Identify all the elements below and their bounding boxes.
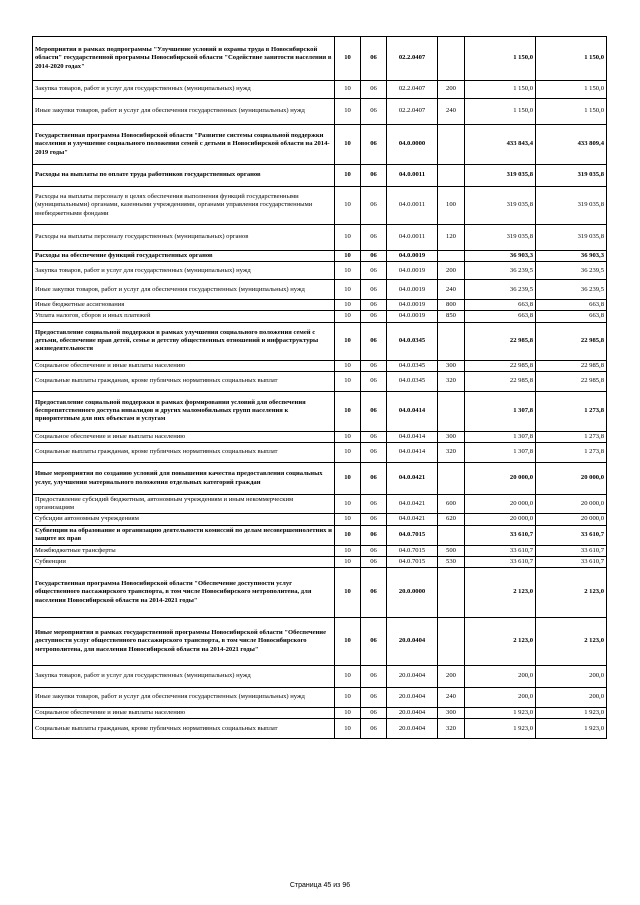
row-amount-2: 200,0 <box>536 666 607 688</box>
table-row <box>33 37 607 81</box>
row-section: 10 <box>335 262 361 280</box>
row-subsection: 06 <box>361 165 387 187</box>
table-row <box>33 719 607 739</box>
row-name: Иные закупки товаров, работ и услуг для обеспечения государственных (муниципальных) нужд <box>33 280 335 300</box>
row-amount-2: 200,0 <box>536 688 607 708</box>
table-row <box>33 311 607 322</box>
row-subsection: 06 <box>361 556 387 567</box>
row-amount-2: 319 035,8 <box>536 187 607 225</box>
row-name: Предоставление субсидий бюджетным, автономным учреждениям и иным некоммерческим организациям <box>33 495 335 514</box>
row-amount-2: 1 273,8 <box>536 431 607 442</box>
row-amount-2: 1 273,8 <box>536 391 607 431</box>
row-name: Иные бюджетные ассигнования <box>33 300 335 311</box>
row-name: Расходы на обеспечение функций государственных органов <box>33 251 335 262</box>
row-subsection: 06 <box>361 371 387 391</box>
row-amount-2: 33 610,7 <box>536 556 607 567</box>
table-row <box>33 708 607 719</box>
row-amount-1: 1 307,8 <box>465 391 536 431</box>
row-name: Иные мероприятия по созданию условий для повышения качества предоставления социальных услуг, улучшения материального положения отдельных категорий граждан <box>33 463 335 495</box>
row-section: 10 <box>335 81 361 99</box>
row-target-code: 04.0.0345 <box>387 371 438 391</box>
table-row <box>33 495 607 514</box>
row-name: Социальное обеспечение и иные выплаты населению <box>33 360 335 371</box>
row-subsection: 06 <box>361 431 387 442</box>
row-expense-type <box>438 618 465 666</box>
row-expense-type <box>438 322 465 360</box>
row-target-code: 04.0.0011 <box>387 187 438 225</box>
table-row <box>33 99 607 125</box>
row-subsection: 06 <box>361 666 387 688</box>
row-section: 10 <box>335 391 361 431</box>
row-section: 10 <box>335 525 361 545</box>
row-target-code: 20.0.0404 <box>387 688 438 708</box>
row-target-code: 20.0.0000 <box>387 568 438 618</box>
row-name: Социальные выплаты гражданам, кроме публичных нормативных социальных выплат <box>33 371 335 391</box>
row-section: 10 <box>335 125 361 165</box>
row-target-code: 20.0.0404 <box>387 708 438 719</box>
table-row <box>33 556 607 567</box>
table-row <box>33 371 607 391</box>
row-amount-1: 1 923,0 <box>465 719 536 739</box>
row-subsection: 06 <box>361 463 387 495</box>
row-expense-type: 240 <box>438 688 465 708</box>
row-amount-1: 22 985,8 <box>465 371 536 391</box>
table-row <box>33 187 607 225</box>
row-name: Государственная программа Новосибирской области "Развитие системы социальной поддержки населения и улучшение социального положения семей с детьми в Новосибирской области на 2014-2019 годы" <box>33 125 335 165</box>
page-number: Страница 45 из 96 <box>289 882 351 889</box>
row-section: 10 <box>335 463 361 495</box>
row-amount-1: 36 903,3 <box>465 251 536 262</box>
row-name: Расходы на выплаты персоналу в целях обеспечения выполнения функций государственными (муниципальными) органами, казенными учреждениями, органами управления государственными внебюджетными фондами <box>33 187 335 225</box>
row-subsection: 06 <box>361 545 387 556</box>
row-name: Социальные выплаты гражданам, кроме публичных нормативных социальных выплат <box>33 719 335 739</box>
row-section: 10 <box>335 187 361 225</box>
row-name: Иные закупки товаров, работ и услуг для обеспечения государственных (муниципальных) нужд <box>33 688 335 708</box>
row-section: 10 <box>335 225 361 251</box>
row-subsection: 06 <box>361 251 387 262</box>
row-amount-1: 200,0 <box>465 688 536 708</box>
row-amount-2: 36 239,5 <box>536 262 607 280</box>
row-amount-1: 1 150,0 <box>465 37 536 81</box>
table-row <box>33 463 607 495</box>
row-target-code: 04.0.0421 <box>387 514 438 525</box>
row-amount-2: 36 903,3 <box>536 251 607 262</box>
row-amount-2: 1 150,0 <box>536 99 607 125</box>
row-amount-1: 1 307,8 <box>465 443 536 463</box>
budget-table <box>32 36 607 739</box>
row-amount-2: 33 610,7 <box>536 545 607 556</box>
row-name: Предоставление социальной поддержки в рамках улучшения социального положения семей с детьми, обеспечение прав детей, семье и детству общественных отношений и инфраструктуры жизнедеятельности <box>33 322 335 360</box>
table-row <box>33 688 607 708</box>
row-section: 10 <box>335 666 361 688</box>
row-target-code: 04.0.0414 <box>387 431 438 442</box>
row-section: 10 <box>335 251 361 262</box>
row-section: 10 <box>335 514 361 525</box>
table-row <box>33 618 607 666</box>
row-target-code: 04.0.7015 <box>387 525 438 545</box>
row-subsection: 06 <box>361 525 387 545</box>
row-section: 10 <box>335 37 361 81</box>
row-amount-1: 319 035,8 <box>465 165 536 187</box>
table-row <box>33 225 607 251</box>
row-name: Расходы на выплаты персоналу государственных (муниципальных) органов <box>33 225 335 251</box>
row-subsection: 06 <box>361 81 387 99</box>
table-row <box>33 431 607 442</box>
row-amount-2: 2 123,0 <box>536 568 607 618</box>
row-target-code: 20.0.0404 <box>387 618 438 666</box>
row-section: 10 <box>335 443 361 463</box>
row-expense-type: 320 <box>438 719 465 739</box>
row-expense-type: 240 <box>438 280 465 300</box>
row-subsection: 06 <box>361 719 387 739</box>
row-amount-2: 2 123,0 <box>536 618 607 666</box>
row-expense-type <box>438 568 465 618</box>
row-section: 10 <box>335 371 361 391</box>
row-amount-1: 1 150,0 <box>465 81 536 99</box>
row-target-code: 02.2.0407 <box>387 99 438 125</box>
row-amount-2: 33 610,7 <box>536 525 607 545</box>
row-name: Иные закупки товаров, работ и услуг для обеспечения государственных (муниципальных) нужд <box>33 99 335 125</box>
row-amount-1: 36 239,5 <box>465 280 536 300</box>
row-name: Субвенции <box>33 556 335 567</box>
row-amount-2: 1 273,8 <box>536 443 607 463</box>
row-target-code: 04.0.0011 <box>387 225 438 251</box>
table-row <box>33 81 607 99</box>
table-row <box>33 322 607 360</box>
row-target-code: 04.0.0345 <box>387 322 438 360</box>
table-row <box>33 666 607 688</box>
table-row <box>33 525 607 545</box>
row-amount-1: 200,0 <box>465 666 536 688</box>
row-subsection: 06 <box>361 37 387 81</box>
row-subsection: 06 <box>361 300 387 311</box>
row-amount-1: 2 123,0 <box>465 618 536 666</box>
row-amount-2: 319 035,8 <box>536 165 607 187</box>
row-subsection: 06 <box>361 322 387 360</box>
row-name: Государственная программа Новосибирской области "Обеспечение доступности услуг общественного пассажирского транспорта, в том числе Новосибирского метрополитена, для населения Новосибирской области на 2014-2021 годы" <box>33 568 335 618</box>
row-amount-1: 319 035,8 <box>465 187 536 225</box>
table-row <box>33 391 607 431</box>
row-subsection: 06 <box>361 187 387 225</box>
table-row <box>33 568 607 618</box>
row-section: 10 <box>335 556 361 567</box>
row-name: Субсидии автономным учреждениям <box>33 514 335 525</box>
row-amount-1: 1 923,0 <box>465 708 536 719</box>
table-body <box>33 37 607 739</box>
row-target-code: 04.0.0000 <box>387 125 438 165</box>
row-subsection: 06 <box>361 391 387 431</box>
row-subsection: 06 <box>361 688 387 708</box>
table-row <box>33 300 607 311</box>
row-amount-1: 319 035,8 <box>465 225 536 251</box>
row-target-code: 04.0.7015 <box>387 556 438 567</box>
row-amount-2: 1 150,0 <box>536 37 607 81</box>
row-name: Закупка товаров, работ и услуг для государственных (муниципальных) нужд <box>33 262 335 280</box>
row-target-code: 04.0.0421 <box>387 495 438 514</box>
row-expense-type: 100 <box>438 187 465 225</box>
row-name: Межбюджетные трансферты <box>33 545 335 556</box>
table-row <box>33 280 607 300</box>
row-expense-type <box>438 37 465 81</box>
row-section: 10 <box>335 708 361 719</box>
row-section: 10 <box>335 165 361 187</box>
row-amount-1: 33 610,7 <box>465 525 536 545</box>
row-expense-type <box>438 251 465 262</box>
row-section: 10 <box>335 360 361 371</box>
row-amount-1: 1 150,0 <box>465 99 536 125</box>
row-expense-type: 300 <box>438 708 465 719</box>
row-subsection: 06 <box>361 125 387 165</box>
row-section: 10 <box>335 280 361 300</box>
row-expense-type: 320 <box>438 443 465 463</box>
row-amount-2: 319 035,8 <box>536 225 607 251</box>
row-name: Закупка товаров, работ и услуг для государственных (муниципальных) нужд <box>33 666 335 688</box>
table-row <box>33 545 607 556</box>
row-subsection: 06 <box>361 443 387 463</box>
row-amount-1: 20 000,0 <box>465 463 536 495</box>
table-row <box>33 251 607 262</box>
row-amount-2: 36 239,5 <box>536 280 607 300</box>
row-name: Мероприятия в рамках подпрограммы "Улучшение условий и охраны труда в Новосибирской области" государственной программы Новосибирской области "Содействие занятости населения в 2014-2020 годах" <box>33 37 335 81</box>
row-subsection: 06 <box>361 280 387 300</box>
row-expense-type <box>438 165 465 187</box>
row-amount-1: 20 000,0 <box>465 514 536 525</box>
row-amount-1: 1 307,8 <box>465 431 536 442</box>
row-expense-type: 600 <box>438 495 465 514</box>
row-expense-type: 200 <box>438 81 465 99</box>
row-section: 10 <box>335 431 361 442</box>
table-row <box>33 125 607 165</box>
row-target-code: 20.0.0404 <box>387 666 438 688</box>
row-name: Социальное обеспечение и иные выплаты населению <box>33 431 335 442</box>
row-expense-type: 120 <box>438 225 465 251</box>
row-target-code: 04.0.7015 <box>387 545 438 556</box>
row-expense-type: 800 <box>438 300 465 311</box>
row-expense-type <box>438 525 465 545</box>
row-section: 10 <box>335 495 361 514</box>
row-amount-2: 20 000,0 <box>536 495 607 514</box>
row-section: 10 <box>335 99 361 125</box>
row-expense-type: 320 <box>438 371 465 391</box>
row-subsection: 06 <box>361 514 387 525</box>
row-expense-type: 300 <box>438 360 465 371</box>
row-name: Субвенции на образование и организацию деятельности комиссий по делам несовершеннолетних и защите их прав <box>33 525 335 545</box>
row-expense-type: 200 <box>438 666 465 688</box>
row-subsection: 06 <box>361 618 387 666</box>
row-amount-1: 2 123,0 <box>465 568 536 618</box>
row-section: 10 <box>335 688 361 708</box>
row-expense-type <box>438 463 465 495</box>
row-target-code: 04.0.0421 <box>387 463 438 495</box>
row-amount-2: 1 923,0 <box>536 719 607 739</box>
row-target-code: 04.0.0019 <box>387 262 438 280</box>
row-target-code: 20.0.0404 <box>387 719 438 739</box>
row-expense-type: 530 <box>438 556 465 567</box>
row-subsection: 06 <box>361 99 387 125</box>
row-section: 10 <box>335 568 361 618</box>
row-section: 10 <box>335 311 361 322</box>
row-amount-2: 22 985,8 <box>536 360 607 371</box>
table-row <box>33 514 607 525</box>
row-expense-type: 240 <box>438 99 465 125</box>
row-expense-type <box>438 125 465 165</box>
table-row <box>33 262 607 280</box>
table-row <box>33 165 607 187</box>
row-expense-type: 500 <box>438 545 465 556</box>
row-amount-2: 20 000,0 <box>536 514 607 525</box>
row-section: 10 <box>335 545 361 556</box>
row-name: Закупка товаров, работ и услуг для государственных (муниципальных) нужд <box>33 81 335 99</box>
table-row <box>33 360 607 371</box>
row-subsection: 06 <box>361 225 387 251</box>
row-amount-2: 663,8 <box>536 300 607 311</box>
row-target-code: 02.2.0407 <box>387 37 438 81</box>
row-amount-2: 663,8 <box>536 311 607 322</box>
row-name: Социальные выплаты гражданам, кроме публичных нормативных социальных выплат <box>33 443 335 463</box>
row-amount-2: 22 985,8 <box>536 371 607 391</box>
row-amount-2: 1 923,0 <box>536 708 607 719</box>
row-section: 10 <box>335 300 361 311</box>
row-target-code: 04.0.0414 <box>387 443 438 463</box>
row-expense-type: 620 <box>438 514 465 525</box>
row-target-code: 04.0.0019 <box>387 300 438 311</box>
row-target-code: 04.0.0019 <box>387 251 438 262</box>
row-target-code: 04.0.0019 <box>387 311 438 322</box>
row-amount-2: 20 000,0 <box>536 463 607 495</box>
row-section: 10 <box>335 618 361 666</box>
row-amount-2: 433 809,4 <box>536 125 607 165</box>
row-expense-type: 850 <box>438 311 465 322</box>
row-amount-1: 663,8 <box>465 300 536 311</box>
row-name: Предоставление социальной поддержки в рамках формирования условий для обеспечения беспрепятственного доступа инвалидов и других маломобильных групп населения к приоритетным для них объектам и услугам <box>33 391 335 431</box>
row-amount-1: 22 985,8 <box>465 360 536 371</box>
row-subsection: 06 <box>361 311 387 322</box>
row-subsection: 06 <box>361 262 387 280</box>
row-section: 10 <box>335 322 361 360</box>
row-target-code: 04.0.0011 <box>387 165 438 187</box>
row-subsection: 06 <box>361 568 387 618</box>
row-amount-1: 33 610,7 <box>465 545 536 556</box>
row-amount-1: 36 239,5 <box>465 262 536 280</box>
row-target-code: 04.0.0414 <box>387 391 438 431</box>
row-subsection: 06 <box>361 495 387 514</box>
row-amount-2: 1 150,0 <box>536 81 607 99</box>
row-amount-1: 663,8 <box>465 311 536 322</box>
row-name: Иные мероприятия в рамках государственной программы Новосибирской области "Обеспечение доступности услуг общественного пассажирского транспорта, в том числе Новосибирского метрополитена, для населения Новосибирской области на 2014-2021 годы" <box>33 618 335 666</box>
row-expense-type: 300 <box>438 431 465 442</box>
row-amount-1: 22 985,8 <box>465 322 536 360</box>
row-amount-2: 22 985,8 <box>536 322 607 360</box>
row-amount-1: 20 000,0 <box>465 495 536 514</box>
table-row <box>33 443 607 463</box>
row-expense-type <box>438 391 465 431</box>
row-section: 10 <box>335 719 361 739</box>
row-name: Социальное обеспечение и иные выплаты населению <box>33 708 335 719</box>
row-name: Расходы на выплаты по оплате труда работников государственных органов <box>33 165 335 187</box>
row-expense-type: 200 <box>438 262 465 280</box>
row-name: Уплата налогов, сборов и иных платежей <box>33 311 335 322</box>
row-subsection: 06 <box>361 360 387 371</box>
row-target-code: 02.2.0407 <box>387 81 438 99</box>
row-subsection: 06 <box>361 708 387 719</box>
row-amount-1: 33 610,7 <box>465 556 536 567</box>
row-target-code: 04.0.0345 <box>387 360 438 371</box>
row-amount-1: 433 843,4 <box>465 125 536 165</box>
row-target-code: 04.0.0019 <box>387 280 438 300</box>
